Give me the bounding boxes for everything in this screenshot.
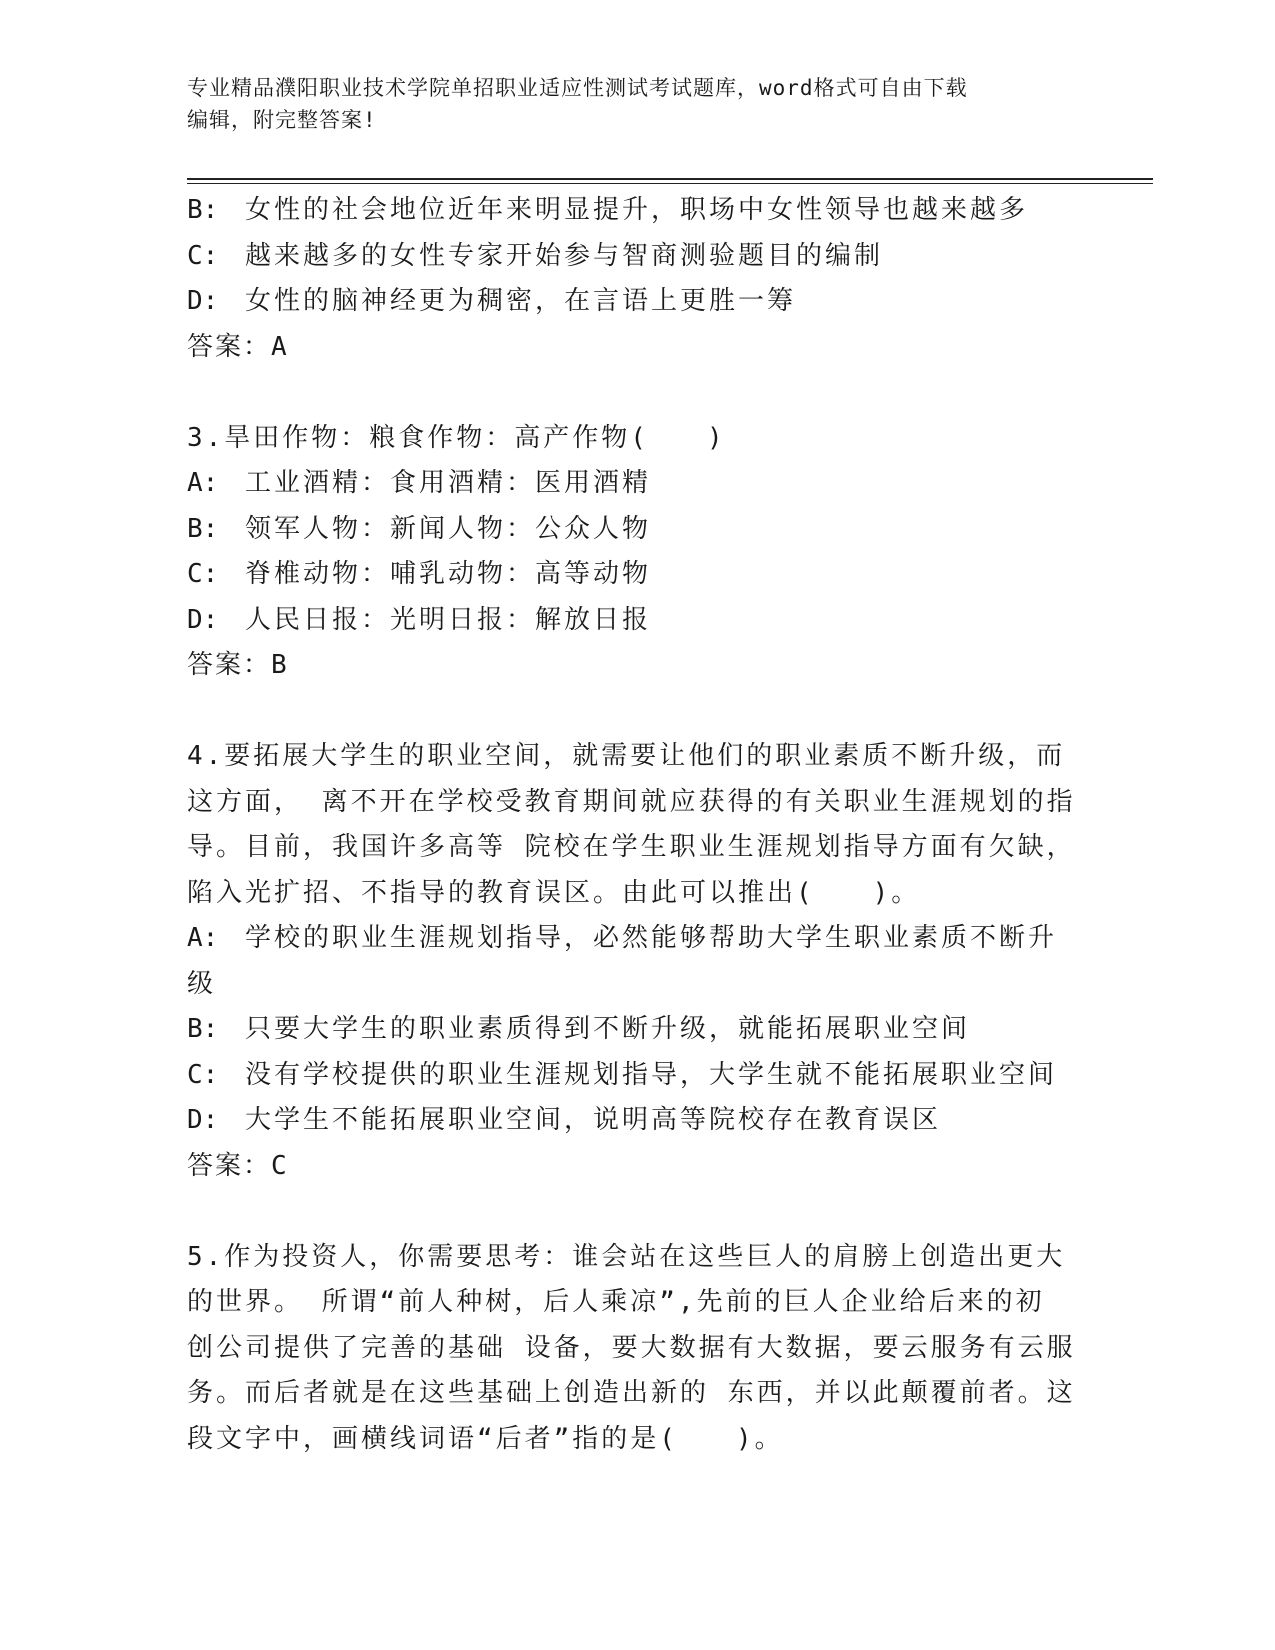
option-a bbox=[187, 916, 1077, 962]
option-text: 没有学校提供的职业生涯规划指导，大学生就不能拓展职业空间 bbox=[245, 1059, 1058, 1090]
option-a bbox=[187, 461, 1077, 507]
question-stem-line: 务。而后者就是在这些基础上创造出新的 东西，并以此颠覆前者。这 bbox=[187, 1378, 1076, 1408]
option-label: D: bbox=[187, 1105, 219, 1135]
option-label: B: bbox=[187, 513, 219, 544]
option-d bbox=[187, 279, 1077, 325]
option-text: 人民日报：光明日报：解放日报 bbox=[245, 604, 652, 635]
option-c bbox=[187, 1053, 1077, 1099]
option-b bbox=[187, 188, 1077, 234]
option-text: 领军人物：新闻人物：公众人物 bbox=[245, 513, 652, 544]
spacer bbox=[187, 1189, 1077, 1235]
option-text: 脊椎动物：哺乳动物：高等动物 bbox=[245, 559, 652, 589]
question-5 bbox=[187, 1235, 1077, 1463]
option-d bbox=[187, 598, 1077, 644]
header-line-1: 专业精品濮阳职业技术学院单招职业适应性测试考试题库，word格式可自由下载 bbox=[187, 76, 968, 100]
answer-line: 答案：B bbox=[187, 650, 289, 680]
option-label: A: bbox=[187, 468, 219, 498]
option-label: C: bbox=[187, 240, 219, 271]
option-text: 大学生不能拓展职业空间，说明高等院校存在教育误区 bbox=[245, 1105, 942, 1135]
option-label: C: bbox=[187, 559, 219, 589]
question-stem-line: 这方面， 离不开在学校受教育期间就应获得的有关职业生涯规划的指 bbox=[187, 786, 1076, 817]
option-label: B: bbox=[187, 195, 219, 225]
question-2 bbox=[187, 188, 1077, 370]
header-divider-thin bbox=[187, 183, 1153, 184]
option-text: 越来越多的女性专家开始参与智商测验题目的编制 bbox=[245, 240, 884, 271]
document-body bbox=[187, 188, 1077, 1462]
question-stem-line: 导。目前，我国许多高等 院校在学生职业生涯规划指导方面有欠缺， bbox=[187, 832, 1076, 862]
option-c bbox=[187, 234, 1077, 280]
option-label: C: bbox=[187, 1059, 219, 1090]
question-stem-line: 的世界。 所谓“前人种树，后人乘凉”,先前的巨人企业给后来的初 bbox=[187, 1287, 1045, 1317]
option-a-continuation: 级 bbox=[187, 968, 217, 999]
option-label: B: bbox=[187, 1014, 219, 1044]
question-3 bbox=[187, 416, 1077, 689]
question-stem-line: 创公司提供了完善的基础 设备，要大数据有大数据，要云服务有云服 bbox=[187, 1332, 1076, 1363]
question-stem-line: 段文字中，画横线词语“后者”指的是( )。 bbox=[187, 1423, 784, 1454]
option-d bbox=[187, 1098, 1077, 1144]
header-line-2: 编辑，附完整答案! bbox=[187, 108, 377, 132]
option-c bbox=[187, 552, 1077, 598]
question-stem: 3.旱田作物：粮食作物：高产作物( ) bbox=[187, 422, 726, 453]
option-label: D: bbox=[187, 604, 219, 635]
option-label: A: bbox=[187, 923, 219, 953]
question-stem-line: 5.作为投资人，你需要思考：谁会站在这些巨人的肩膀上创造出更大 bbox=[187, 1241, 1066, 1272]
option-b bbox=[187, 507, 1077, 553]
header-divider-thick bbox=[187, 178, 1153, 180]
option-text: 女性的社会地位近年来明显提升，职场中女性领导也越来越多 bbox=[245, 195, 1029, 225]
question-stem-line: 4.要拓展大学生的职业空间，就需要让他们的职业素质不断升级，而 bbox=[187, 741, 1066, 771]
question-4 bbox=[187, 734, 1077, 1189]
option-label: D: bbox=[187, 286, 219, 316]
answer-line: 答案：C bbox=[187, 1150, 289, 1181]
option-text: 学校的职业生涯规划指导，必然能够帮助大学生职业素质不断升 bbox=[245, 923, 1058, 953]
option-text: 工业酒精：食用酒精：医用酒精 bbox=[245, 468, 652, 498]
spacer bbox=[187, 370, 1077, 416]
option-b bbox=[187, 1007, 1077, 1053]
answer-line: 答案：A bbox=[187, 331, 289, 362]
option-text: 只要大学生的职业素质得到不断升级，就能拓展职业空间 bbox=[245, 1014, 971, 1044]
spacer bbox=[187, 689, 1077, 735]
option-text: 女性的脑神经更为稠密，在言语上更胜一筹 bbox=[245, 286, 797, 316]
document-header bbox=[187, 72, 1087, 136]
question-stem-line: 陷入光扩招、不指导的教育误区。由此可以推出( )。 bbox=[187, 877, 921, 908]
